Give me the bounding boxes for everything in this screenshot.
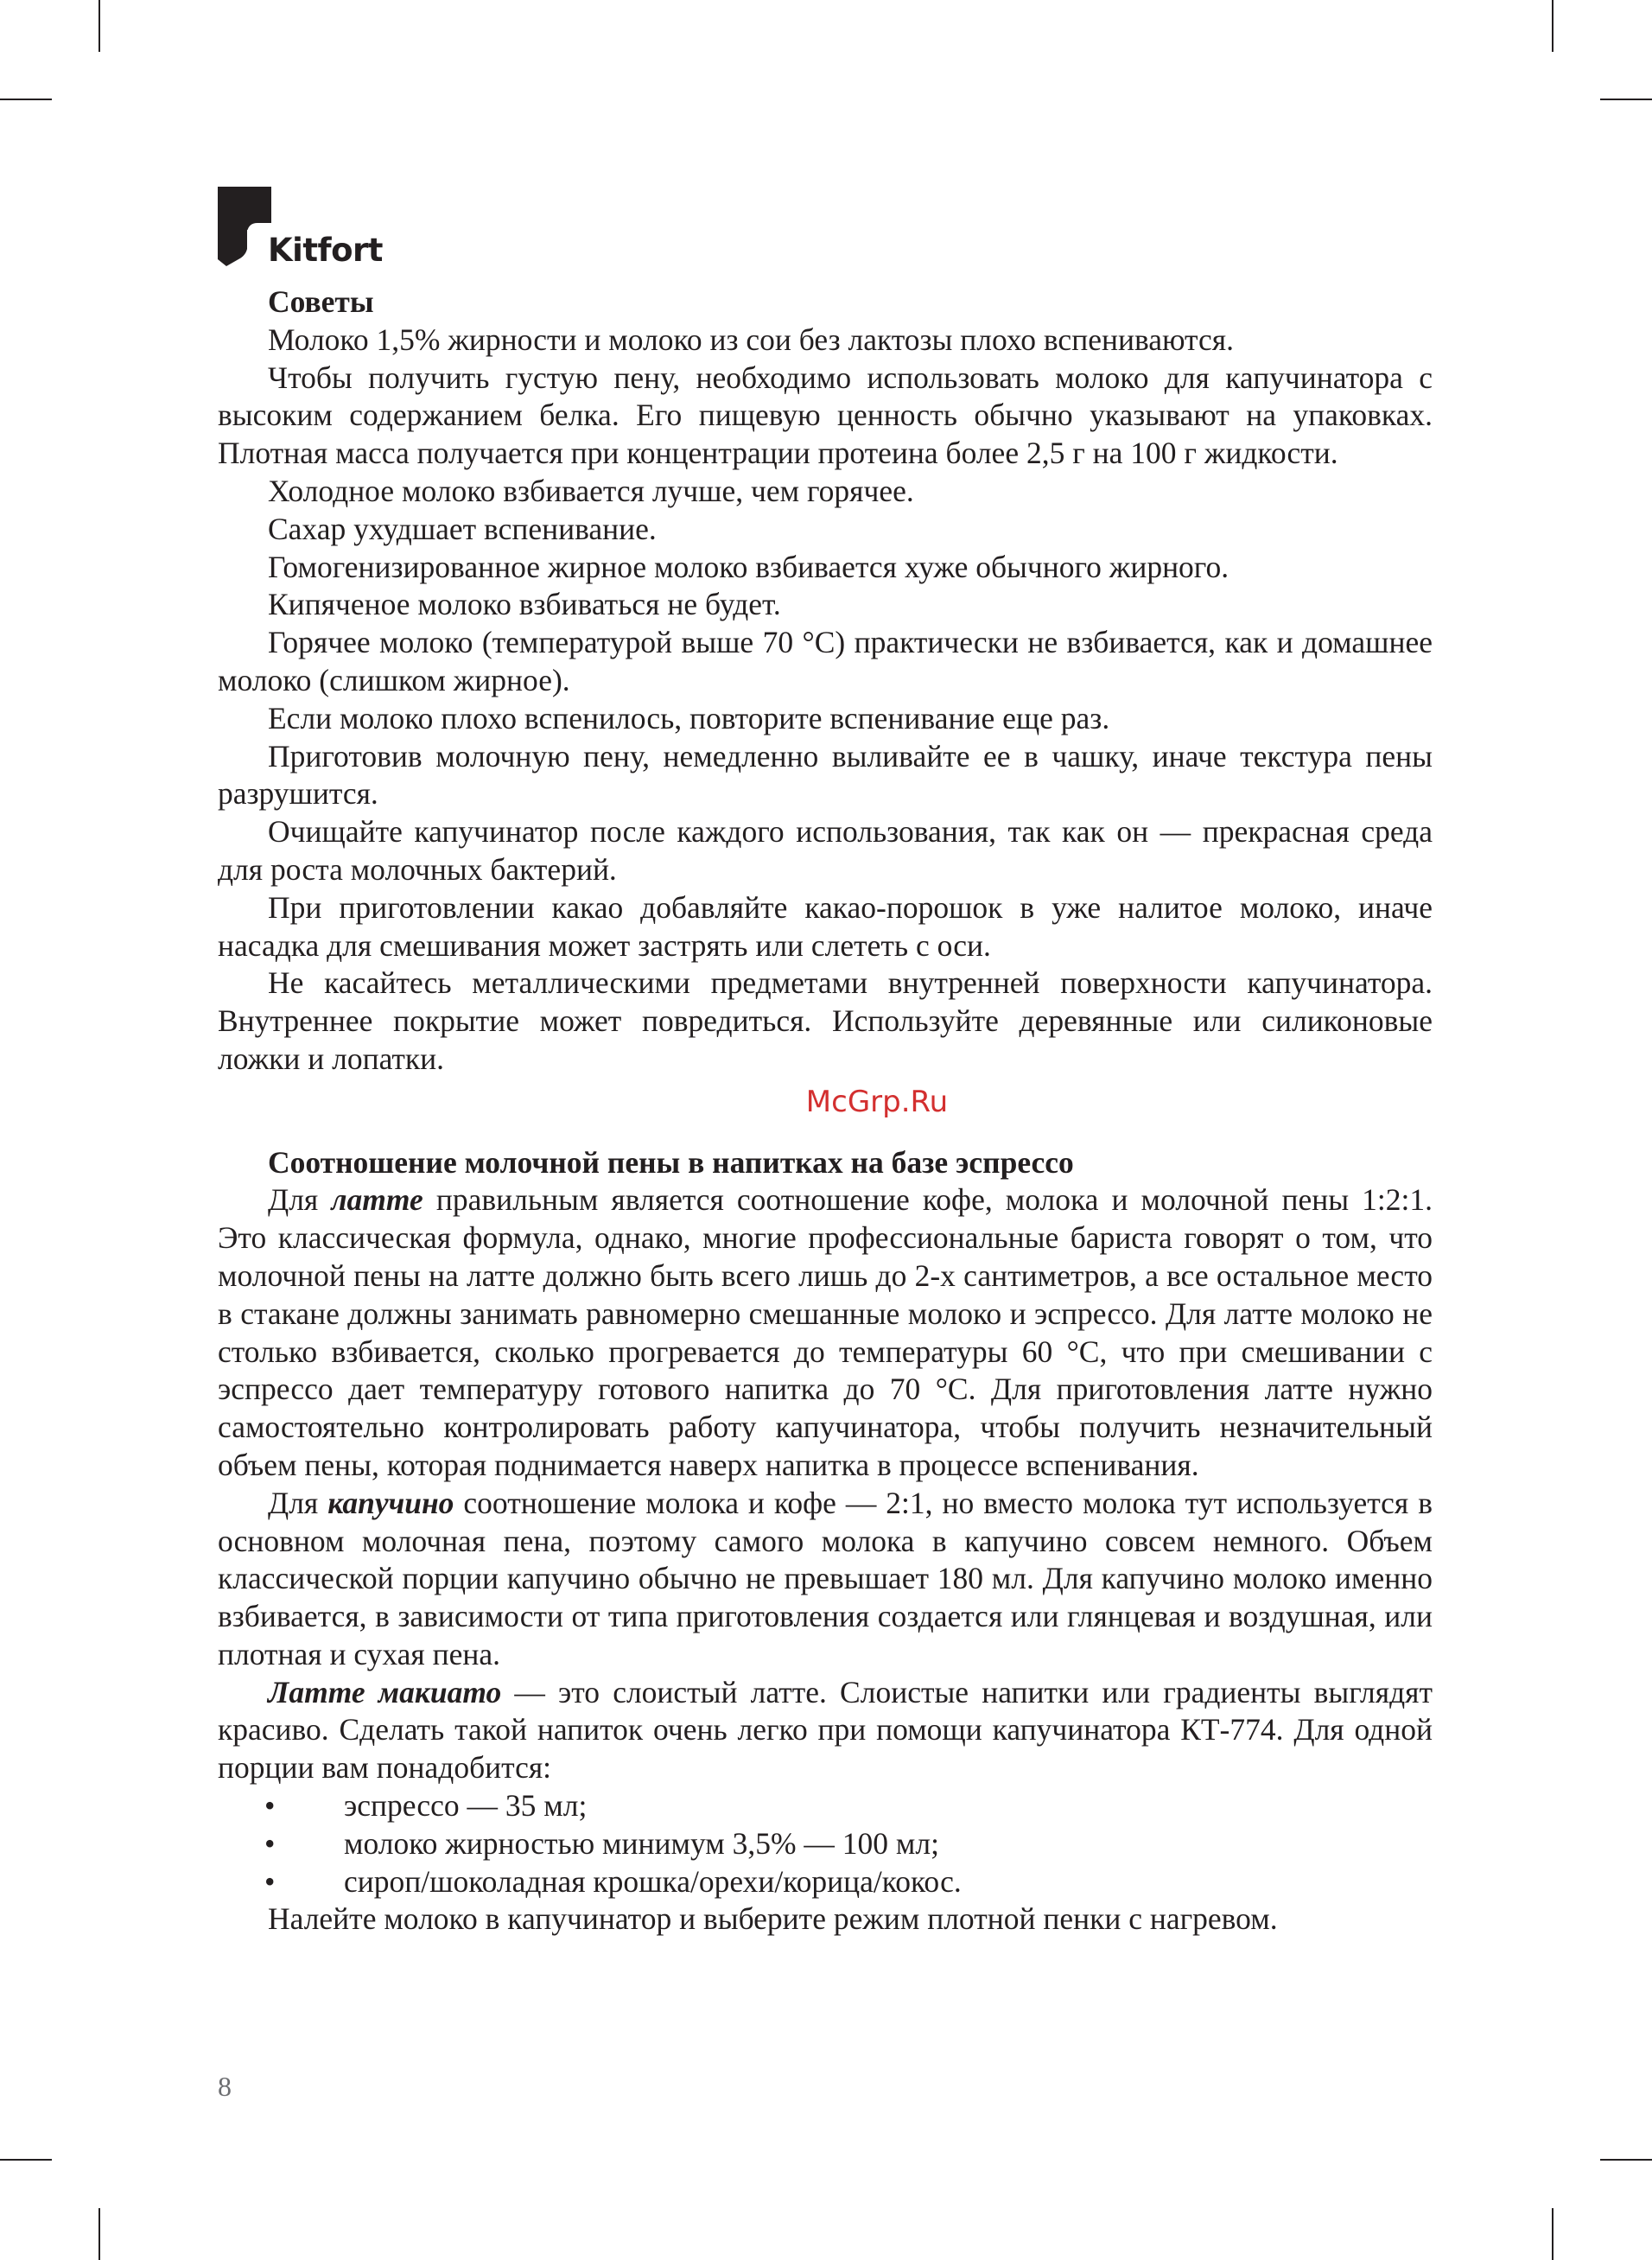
tip-paragraph: При приготовлении какао добавляйте какао-порошок в уже налитое молоко, иначе насадка для смешивания может застрять или слететь с оси. — [218, 889, 1433, 963]
bullet-icon: • — [264, 1788, 276, 1824]
crop-mark — [1600, 99, 1652, 100]
ingredient-text: молоко жирностью минимум 3,5% — 100 мл; — [344, 1825, 939, 1861]
tip-paragraph: Гомогенизированное жирное молоко взбивается хуже обычного жирного. — [268, 549, 1229, 584]
list-item — [218, 1787, 1433, 1825]
crop-mark — [1552, 0, 1554, 52]
crop-mark — [1600, 2159, 1652, 2161]
tip-paragraph: Молоко 1,5% жирности и молоко из сои без лактозы плохо вспениваются. — [268, 321, 1234, 357]
latte-paragraph — [218, 1181, 1433, 1484]
crop-mark — [1552, 2208, 1554, 2260]
latte-term: латте — [331, 1182, 423, 1218]
latte-text: правильным является соотношение кофе, молока и молочной пены 1:2:1. Это классическая формула, однако, многие профессиональные бариста говорят о том, что молочной пены на латте должно быть всего лишь до 2-х сантиметров, а все остальное место в стакане должны занимать равномерно смешанные молоко и эспрессо. Для латте молоко не столько взбивается, сколько прогревается до температуры 60 °C, что при смешивании с эспрессо дает температуру готового напитка до 70 °C. Для приготовления латте нужно самостоятельно контролировать работу капучинатора, чтобы получить незначительный объем пены, которая поднимается наверх напитка в процессе вспенивания. — [218, 1182, 1433, 1482]
section-title-ratio: Соотношение молочной пены в напитках на базе эспрессо — [268, 1144, 1074, 1180]
tip-paragraph: Кипяченое молоко взбиваться не будет. — [268, 587, 781, 622]
cappuccino-text: соотношение молока и кофе — 2:1, но вместо молока тут используется в основном молочная пена, поэтому самого молока в капучино совсем немного. Объем классической порции капучино обычно не превышает 180 мл. Для капучино молоко именно взбивается, в зависимости от типа приготовления создается или глянцевая и воздушная, или плотная и сухая пена. — [218, 1485, 1433, 1671]
cappuccino-term: капучино — [327, 1485, 454, 1520]
macchiato-paragraph — [218, 1674, 1433, 1787]
ingredient-text: сироп/шоколадная крошка/орехи/корица/кокос. — [344, 1863, 962, 1899]
tip-paragraph: Горячее молоко (температурой выше 70 °C) практически не взбивается, как и домашнее молоко (слишком жирное). — [218, 625, 1433, 697]
watermark: McGrp.Ru — [805, 1084, 949, 1119]
crop-mark — [0, 2159, 52, 2161]
kitfort-logo-mark — [218, 187, 271, 270]
tip-paragraph: Холодное молоко взбивается лучше, чем горячее. — [268, 473, 914, 508]
latte-lead: Для — [268, 1182, 332, 1218]
tip-paragraph: Очищайте капучинатор после каждого использования, так как он — прекрасная среда для роста молочных бактерий. — [218, 814, 1433, 887]
cappuccino-lead: Для — [268, 1485, 328, 1520]
list-item — [218, 1825, 1433, 1863]
tip-paragraph: Чтобы получить густую пену, необходимо использовать молоко для капучинатора с высоким содержанием белка. Его пищевую ценность обычно указывают на упаковках. Плотная масса получается при концентрации протеина более 2,5 г на 100 г жидкости. — [218, 360, 1433, 471]
page-number: 8 — [218, 2071, 232, 2102]
list-item — [218, 1863, 1433, 1901]
crop-mark — [98, 0, 100, 52]
macchiato-term: Латте макиато — [268, 1674, 502, 1709]
tip-paragraph: Если молоко плохо вспенилось, повторите вспенивание еще раз. — [268, 700, 1110, 735]
tip-paragraph: Сахар ухудшает вспенивание. — [268, 511, 657, 546]
bullet-icon: • — [264, 1863, 276, 1899]
page-content — [218, 283, 1433, 1939]
ingredient-text: эспрессо — 35 мл; — [344, 1788, 588, 1824]
crop-mark — [0, 99, 52, 100]
final-paragraph: Налейте молоко в капучинатор и выберите режим плотной пенки с нагревом. — [268, 1901, 1278, 1937]
bullet-icon: • — [264, 1825, 276, 1861]
tip-paragraph: Не касайтесь металлическими предметами внутренней поверхности капучинатора. Внутреннее покрытие может повредиться. Используйте деревянные или силиконовые ложки и лопатки. — [218, 965, 1433, 1076]
kitfort-logo — [218, 187, 391, 273]
cappuccino-paragraph — [218, 1485, 1433, 1674]
section-title-tips: Советы — [268, 284, 374, 319]
crop-mark — [98, 2208, 100, 2260]
brand-name: Kitfort — [268, 232, 383, 269]
macchiato-text: — это слоистый латте. Слоистые напитки или градиенты выглядят красиво. Сделать такой напиток очень легко при помощи капучинатора КТ-774. Для одной порции вам понадобится: — [218, 1674, 1433, 1786]
ingredients-list — [218, 1787, 1433, 1900]
tip-paragraph: Приготовив молочную пену, немедленно выливайте ее в чашку, иначе текстура пены разрушится. — [218, 738, 1433, 812]
